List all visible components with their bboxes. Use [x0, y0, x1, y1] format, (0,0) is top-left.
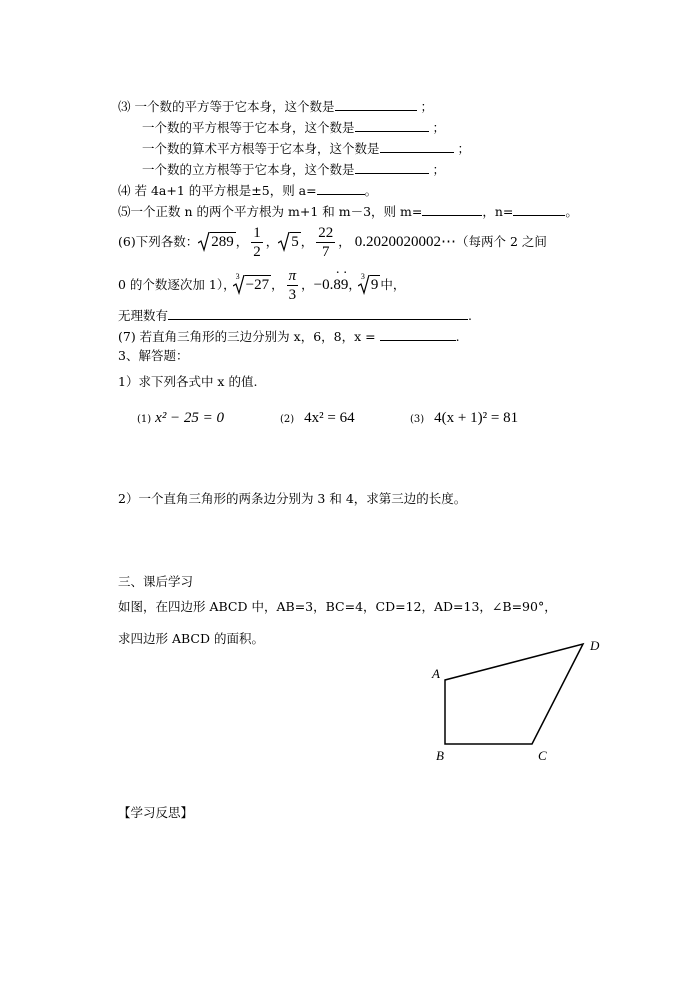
q6-line3 [118, 307, 472, 324]
q3-blank4[interactable] [355, 161, 429, 174]
q6-decimal: 0.2020020002⋯ [354, 234, 457, 250]
eq3 [410, 410, 518, 428]
q5-line [118, 203, 578, 220]
part1-title: 1）求下列各式中 x 的值. [118, 374, 258, 389]
q6-irr-label: 无理数有 [118, 308, 169, 323]
q3-blank1[interactable] [335, 98, 417, 111]
after-line1: 如图，在四边形 ABCD 中，AB=3，BC=4，CD=12，AD=13，∠B=90°， [118, 599, 557, 614]
q3-blank3[interactable] [380, 140, 454, 153]
fraction-pi-3: $\frac{\pi}{3}$ [288, 267, 297, 303]
q5-text2: ，n= [482, 204, 514, 219]
eq2 [280, 410, 355, 428]
q6-irr-end: . [468, 308, 472, 323]
q5-blank-n[interactable] [513, 203, 565, 216]
q6-zhong: 中， [380, 277, 406, 292]
label-C: C [538, 748, 547, 763]
sqrt-5: 5 [278, 232, 301, 252]
q4-text: 若 4a+1 的平方根是±5，则 a= [134, 183, 317, 198]
eq1-text: x² − 25 = 0 [155, 410, 225, 426]
fraction-one-half: $\frac{1}{2}$ [253, 224, 261, 260]
q3-semi4: ； [432, 162, 446, 177]
q6-line2: 0 的个数逐次加 1）， 3 −27 ， $\frac{\pi}{3}$ ， −0.8 ·9 · ， 3 9 中， [118, 265, 405, 305]
q7-end: . [455, 329, 460, 344]
q3-blank2[interactable] [355, 119, 429, 132]
label-A: A [432, 666, 440, 681]
q3-semi1: ； [420, 99, 434, 114]
eq1 [137, 410, 224, 428]
reflection-title: 【学习反思】 [118, 805, 194, 820]
q4-end: 。 [364, 183, 378, 198]
q3-line3 [142, 140, 470, 157]
q3-text1: 一个数的平方等于它本身，这个数是 [134, 99, 335, 114]
label-B: B [436, 748, 444, 763]
cbrt-neg27: 3 −27 [236, 275, 271, 295]
fraction-22-7: $\frac{22}{7}$ [318, 224, 334, 260]
q5-number: ⑸ [118, 204, 131, 219]
q3-semi2: ； [432, 120, 446, 135]
section3-title: 3、解答题： [118, 348, 189, 363]
after-title: 三、课后学习 [118, 574, 194, 589]
q6-line1: (6)下列各数： 289 ， $\frac{1}{2}$ ， 5 ， $\frac{22}{7}$ ， 0.2020020002⋯ （每两个 2 之间 [118, 224, 547, 260]
eq3-label: (3) [410, 414, 425, 425]
q3-text2: 一个数的平方根等于它本身，这个数是 [142, 120, 355, 135]
q5-end: 。 [565, 204, 578, 219]
q5-text1: 一个正数 n 的两个平方根为 m+1 和 m－3，则 m= [130, 204, 423, 219]
quadrilateral-figure [420, 632, 620, 772]
quadrilateral-abcd [445, 644, 583, 744]
q3-line2 [142, 119, 445, 136]
q6-prefix: (6)下列各数： [118, 234, 199, 249]
eq2-label: (2) [280, 414, 295, 425]
sqrt-289: 289 [198, 232, 236, 252]
q4-line [118, 182, 377, 199]
q5-blank-m[interactable] [422, 203, 482, 216]
eq2-text: 4x² = 64 [304, 410, 355, 426]
q3-semi3: ； [457, 141, 471, 156]
after-line2: 求四边形 ABCD 的面积。 [118, 631, 264, 646]
q7-blank[interactable] [380, 328, 456, 341]
q3-line1 [118, 98, 433, 115]
q4-number: ⑷ [118, 183, 131, 198]
q3-line4 [142, 161, 445, 178]
cbrt-9: 3 9 [361, 275, 381, 295]
part2-title: 2）一个直角三角形的两条边分别为 3 和 4，求第三边的长度。 [118, 491, 467, 506]
q3-text4: 一个数的立方根等于它本身，这个数是 [142, 162, 355, 177]
q6-note-a: （每两个 2 之间 [456, 234, 547, 249]
q6-irr-blank[interactable] [168, 307, 468, 320]
eq3-text: 4(x + 1)² = 81 [434, 410, 519, 426]
eq1-label: (1) [137, 414, 152, 425]
q7-text: (7) 若直角三角形的三边分别为 x，6，8，x = [118, 329, 376, 344]
q4-blank[interactable] [317, 182, 365, 195]
q7-line [118, 328, 460, 345]
q3-number: ⑶ [118, 99, 131, 114]
label-D: D [590, 638, 600, 653]
q6-note-b: 0 的个数逐次加 1）， [118, 277, 236, 292]
repeating-decimal: −0.8 ·9 · [314, 277, 349, 293]
q3-text3: 一个数的算术平方根等于它本身，这个数是 [142, 141, 380, 156]
